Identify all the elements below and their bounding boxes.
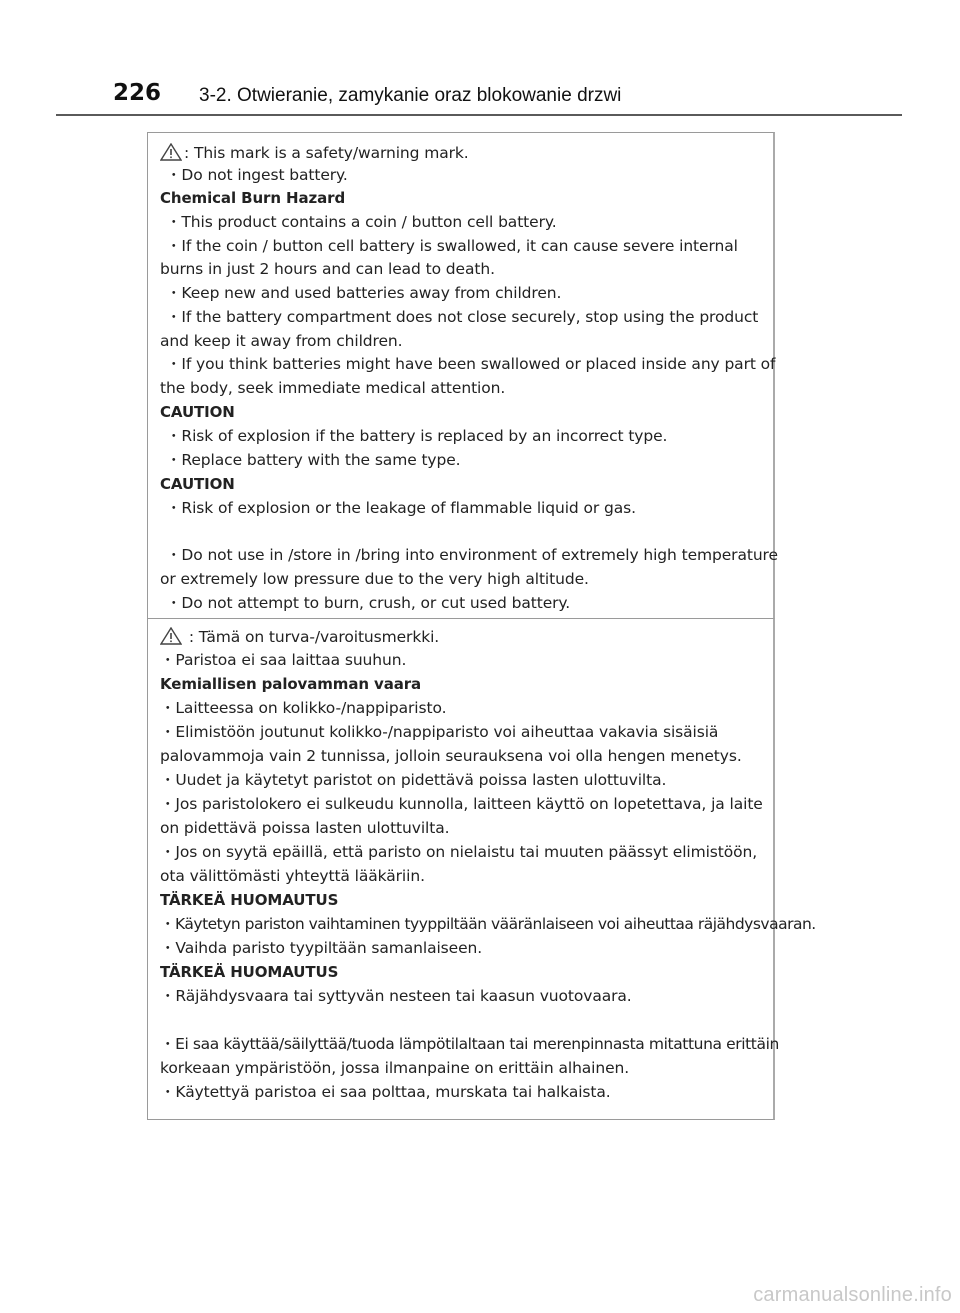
battery-warning-label [147, 132, 816, 1120]
text-line: on pidettävä poissa lasten ulottuvilta. [160, 819, 450, 837]
text-line: korkeaan ympäristöön, jossa ilmanpaine on erittäin alhainen. [160, 1059, 630, 1077]
heading-caution: CAUTION [160, 475, 235, 493]
text-line: or extremely low pressure due to the very high altitude. [160, 570, 589, 588]
heading-important-notice: TÄRKEÄ HUOMAUTUS [160, 891, 339, 909]
text-line: ・Uudet ja käytetyt paristot on pidettävä poissa lasten ulottuvilta. [160, 771, 667, 789]
text-line: ・Jos paristolokero ei sulkeudu kunnolla, laitteen käyttö on lopetettava, ja laite [160, 795, 763, 813]
page-number: 226 [113, 80, 162, 106]
text-line: the body, seek immediate medical attention. [160, 379, 506, 397]
text-line: ・Vaihda paristo tyypiltään samanlaiseen. [160, 939, 483, 957]
heading-chemical-burn: Kemiallisen palovamman vaara [160, 675, 422, 693]
text-line: ・Risk of explosion if the battery is replaced by an incorrect type. [166, 427, 668, 445]
header-divider [56, 114, 902, 116]
text-line: ・Risk of explosion or the leakage of flammable liquid or gas. [166, 499, 636, 517]
text-line: ・Käytettyä paristoa ei saa polttaa, murskata tai halkaista. [160, 1083, 611, 1101]
text-line: ・Replace battery with the same type. [166, 451, 461, 469]
section-title: 3-2. Otwieranie, zamykanie oraz blokowanie drzwi [199, 85, 622, 106]
text-line: ・This product contains a coin / button cell battery. [166, 213, 557, 231]
text-line: ・If the battery compartment does not close securely, stop using the product [166, 308, 759, 326]
text-line: ・Paristoa ei saa laittaa suuhun. [160, 651, 407, 669]
text-line: ・Ei saa käyttää/säilyttää/tuoda lämpötilaltaan tai merenpinnasta mitattuna erittäin [160, 1035, 779, 1053]
text-line: ・Do not ingest battery. [166, 166, 348, 184]
finnish-warning-panel [147, 618, 816, 1120]
text-line: ・Jos on syytä epäillä, että paristo on nielaistu tai muuten päässyt elimistöön, [160, 843, 758, 861]
heading-chemical-burn: Chemical Burn Hazard [160, 189, 346, 207]
text-line: ・Do not attempt to burn, crush, or cut used battery. [166, 594, 571, 612]
safety-mark-line: : Tämä on turva-/varoitusmerkki. [160, 627, 439, 646]
text-line: burns in just 2 hours and can lead to death. [160, 260, 495, 278]
text-line: ・If the coin / button cell battery is swallowed, it can cause severe internal [166, 237, 738, 255]
text-line: ・Do not use in /store in /bring into environment of extremely high temperature [166, 546, 778, 564]
english-warning-panel [147, 132, 778, 619]
text-line: ・Räjähdysvaara tai syttyvän nesteen tai kaasun vuotovaara. [160, 987, 632, 1005]
watermark: carmanualsonline.info [753, 1284, 952, 1306]
text-line: ・If you think batteries might have been swallowed or placed inside any part of [166, 355, 776, 373]
page-header [0, 0, 960, 116]
text-line: ・Käytetyn pariston vaihtaminen tyyppiltään vääränlaiseen voi aiheuttaa räjähdysvaaran. [160, 915, 816, 933]
text-line: ・Keep new and used batteries away from children. [166, 284, 562, 302]
warning-triangle-icon [160, 627, 182, 645]
heading-important-notice: TÄRKEÄ HUOMAUTUS [160, 963, 339, 981]
text-line: palovammoja vain 2 tunnissa, jolloin seurauksena voi olla hengen menetys. [160, 747, 742, 765]
text-line: ・Elimistöön joutunut kolikko-/nappiparisto voi aiheuttaa vakavia sisäisiä [160, 723, 719, 741]
safety-mark-line: : This mark is a safety/warning mark. [160, 143, 469, 162]
text-line: ・Laitteessa on kolikko-/nappiparisto. [160, 699, 447, 717]
heading-caution: CAUTION [160, 403, 235, 421]
text-line: and keep it away from children. [160, 332, 403, 350]
text-line: ota välittömästi yhteyttä lääkäriin. [160, 867, 425, 885]
warning-triangle-icon [160, 143, 182, 161]
